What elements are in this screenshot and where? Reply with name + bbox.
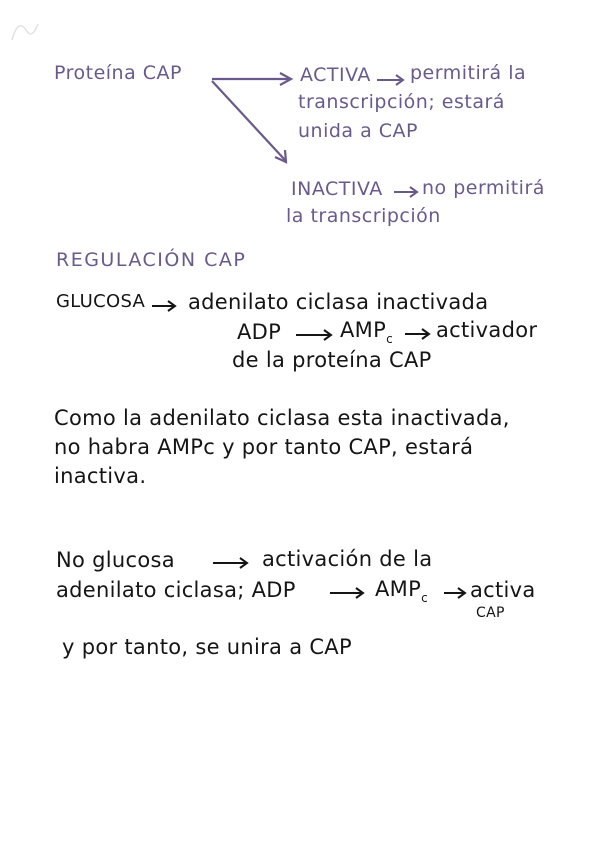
inactiva-label: INACTIVA (291, 178, 383, 200)
adp-label: ADP (237, 320, 282, 344)
no-glucosa-amp: $AMP_c$ (375, 577, 428, 605)
de-la-proteina-label: de la proteína CAP (232, 348, 432, 372)
activador-label: activador (436, 318, 538, 342)
activa-label: ACTIVA (300, 64, 371, 86)
section-heading: REGULACIÓN CAP (56, 249, 247, 271)
amp-label: $AMP_c$ (340, 318, 393, 346)
activa-line-2: transcripción; estará (298, 91, 505, 113)
no-glucosa-activa: activa (470, 578, 536, 602)
glucosa-rest: adenilato ciclasa inactivada (188, 290, 489, 314)
glucosa-label: GLUCOSA (56, 291, 146, 312)
no-glucosa-line-2: adenilato ciclasa; ADP (56, 578, 296, 602)
paragraph-line-3: inactiva. (54, 464, 147, 488)
no-glucosa-rest: activación de la (262, 547, 433, 571)
activa-line-3: unida a CAP (298, 120, 419, 142)
inactiva-line-1: no permitirá (422, 177, 545, 199)
no-glucosa-label: No glucosa (56, 548, 175, 572)
paragraph-line-1: Como la adenilato ciclasa esta inactivada, (54, 406, 510, 430)
no-glucosa-line-3: y por tanto, se unira a CAP (62, 635, 352, 659)
inactiva-line-2: la transcripción (286, 205, 441, 227)
paragraph-line-2: no habra AMPc y por tanto CAP, estará (54, 435, 474, 459)
proteina-cap-label: Proteína CAP (54, 62, 183, 84)
activa-line-1: permitirá la (410, 62, 527, 84)
no-glucosa-cap: CAP (476, 605, 505, 621)
